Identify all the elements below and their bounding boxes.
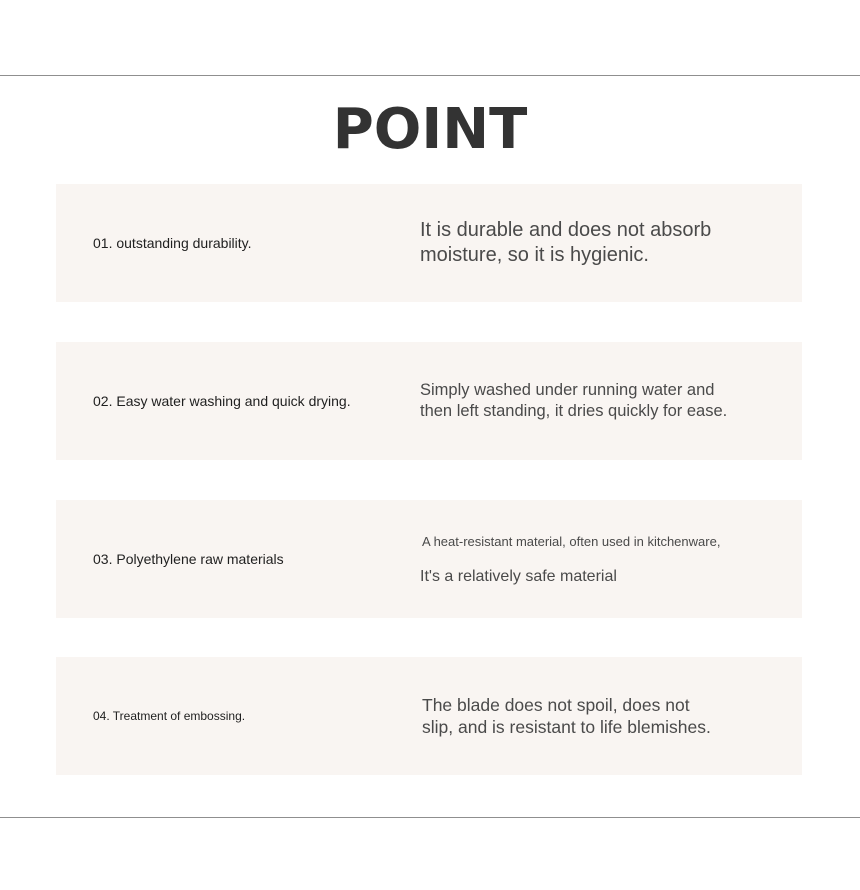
point-label: 04. Treatment of embossing. [93, 709, 246, 723]
point-description [420, 342, 790, 460]
description-line: It's a relatively safe material [420, 567, 617, 585]
page-title: POINT [332, 97, 528, 162]
description-line: A heat-resistant material, often used in kitchenware, [422, 533, 721, 549]
point-description [420, 184, 790, 302]
description-line: then left standing, it dries quickly for ease. [420, 402, 728, 420]
description-line: The blade does not spoil, does not [422, 695, 690, 715]
point-card-3 [56, 500, 802, 618]
point-card-1 [56, 184, 802, 302]
point-description [422, 657, 792, 775]
point-card-2 [56, 342, 802, 460]
point-card-4 [56, 657, 802, 775]
description-line: It is durable and does not absorb [420, 219, 712, 241]
description-line: moisture, so it is hygienic. [420, 244, 649, 266]
top-divider [0, 75, 860, 76]
bottom-divider [0, 817, 860, 818]
description-line: Simply washed under running water and [420, 381, 715, 399]
description-line: slip, and is resistant to life blemishes. [422, 717, 711, 737]
point-label: 01. outstanding durability. [93, 235, 252, 251]
point-description [420, 500, 790, 618]
point-label: 02. Easy water washing and quick drying. [93, 393, 351, 409]
point-label: 03. Polyethylene raw materials [93, 551, 284, 567]
